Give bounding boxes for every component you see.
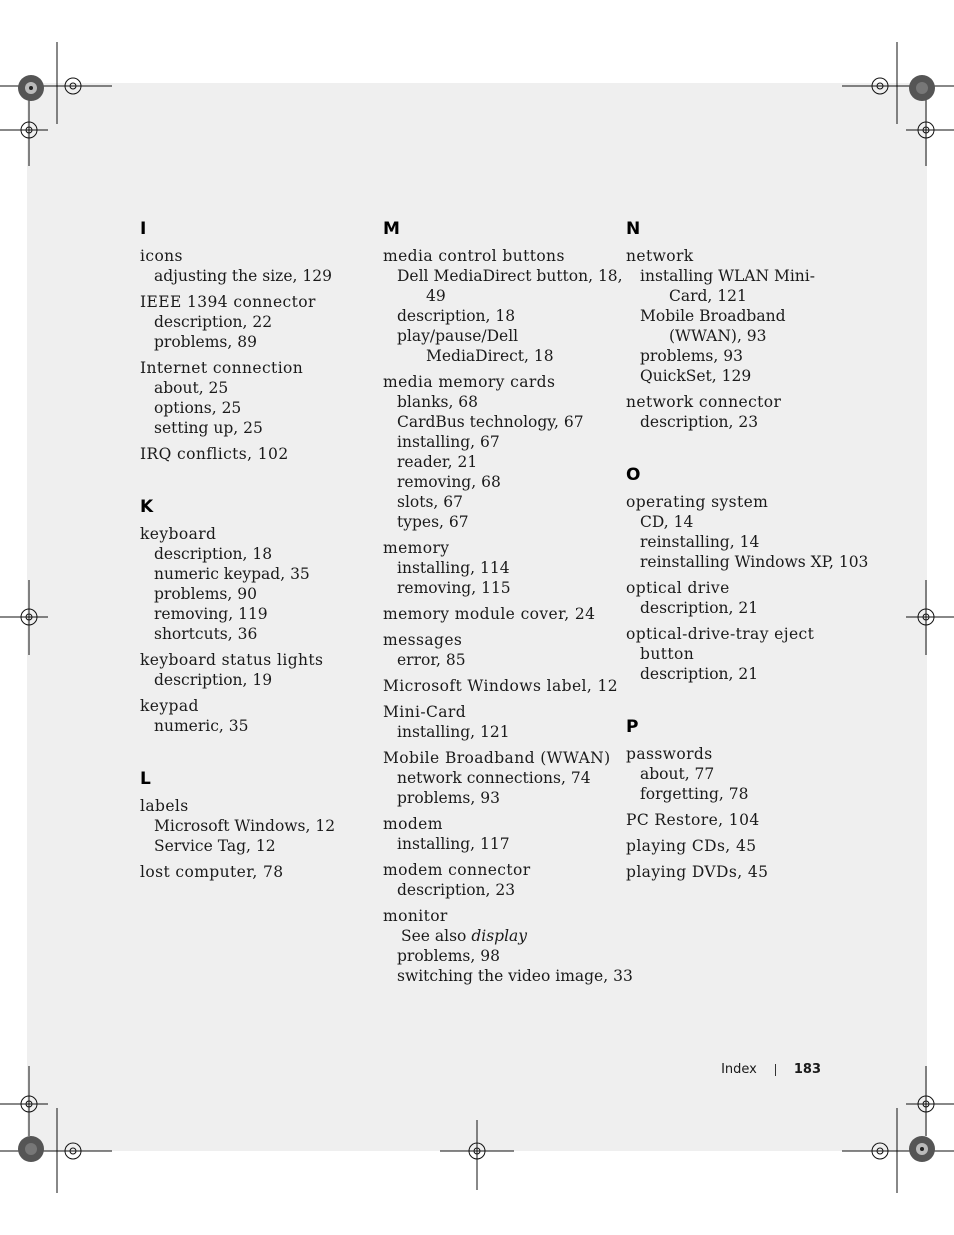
index-entry xyxy=(140,796,380,856)
index-subentry-continuation: 49 xyxy=(426,287,446,305)
index-subentry: removing, 68 xyxy=(397,473,501,491)
index-subentry: description, 23 xyxy=(397,881,516,899)
see-also-prefix: See also xyxy=(401,927,467,945)
index-subentry: Microsoft Windows, 12 xyxy=(154,817,336,835)
index-entry xyxy=(140,862,380,882)
index-section xyxy=(383,218,633,986)
index-entry xyxy=(383,906,633,986)
section-letter: L xyxy=(140,769,151,789)
index-term: media control buttons xyxy=(383,247,565,265)
index-entry xyxy=(140,444,380,464)
index-subentry: description, 21 xyxy=(640,665,759,683)
index-subentry: about, 77 xyxy=(640,765,715,783)
index-subentry: Dell MediaDirect button, 18, xyxy=(397,267,623,285)
index-term: Mini-Card xyxy=(383,703,467,721)
index-subentry: installing WLAN Mini- xyxy=(640,267,815,285)
index-subentry: description, 18 xyxy=(154,545,273,563)
index-entry xyxy=(383,604,623,624)
index-term: keyboard status lights xyxy=(140,651,324,669)
index-term: media memory cards xyxy=(383,373,556,391)
index-subentry: description, 21 xyxy=(640,599,759,617)
index-subentry: numeric keypad, 35 xyxy=(154,565,310,583)
index-entry xyxy=(626,836,866,856)
index-subentry: description, 23 xyxy=(640,413,759,431)
index-subentry: blanks, 68 xyxy=(397,393,479,411)
index-entry xyxy=(626,744,866,804)
index-subentry: reinstalling Windows XP, 103 xyxy=(640,553,869,571)
index-subentry: options, 25 xyxy=(154,399,242,417)
index-entry xyxy=(626,578,866,618)
index-term: PC Restore, 104 xyxy=(626,811,760,829)
index-term: optical-drive-tray eject xyxy=(626,625,815,643)
section-letter: N xyxy=(626,219,641,239)
index-subentry: problems, 93 xyxy=(397,789,500,807)
index-subentry: Service Tag, 12 xyxy=(154,837,276,855)
section-letter: P xyxy=(626,717,639,737)
index-subentry: reinstalling, 14 xyxy=(640,533,760,551)
page-number: 183 xyxy=(793,1062,821,1077)
index-term: network connector xyxy=(626,393,782,411)
index-term: keyboard xyxy=(140,525,217,543)
index-entry xyxy=(626,392,866,432)
index-subentry-continuation: (WWAN), 93 xyxy=(669,327,767,345)
index-subentry: installing, 67 xyxy=(397,433,500,451)
index-entry xyxy=(383,246,623,366)
index-term: labels xyxy=(140,797,189,815)
index-subentry: installing, 117 xyxy=(397,835,510,853)
index-entry xyxy=(626,624,866,684)
index-term: modem xyxy=(383,815,443,833)
index-entry xyxy=(383,372,623,532)
index-column-1 xyxy=(140,218,380,914)
index-term: keypad xyxy=(140,697,199,715)
index-term: memory xyxy=(383,539,450,557)
index-entry xyxy=(626,492,869,572)
index-term: Internet connection xyxy=(140,359,304,377)
index-subentry: CardBus technology, 67 xyxy=(397,413,584,431)
index-subentry: description, 22 xyxy=(154,313,273,331)
section-letter: I xyxy=(140,219,147,239)
index-subentry: problems, 98 xyxy=(397,947,500,965)
index-entry xyxy=(626,862,866,882)
index-subentry: description, 19 xyxy=(154,671,273,689)
index-term: messages xyxy=(383,631,463,649)
index-subentry: slots, 67 xyxy=(397,493,464,511)
index-section xyxy=(140,768,380,882)
index-subentry: setting up, 25 xyxy=(154,419,263,437)
index-term: Microsoft Windows label, 12 xyxy=(383,677,619,695)
see-also-term: display xyxy=(471,927,528,945)
index-entry xyxy=(140,650,380,690)
index-entry xyxy=(383,860,623,900)
index-entry xyxy=(383,814,623,854)
index-term: passwords xyxy=(626,745,713,763)
index-section xyxy=(140,496,380,736)
index-entry xyxy=(140,246,380,286)
index-subentry-continuation: MediaDirect, 18 xyxy=(426,347,554,365)
index-entry xyxy=(626,810,866,830)
section-letter: K xyxy=(140,497,154,517)
index-subentry: forgetting, 78 xyxy=(640,785,749,803)
index-subentry: removing, 115 xyxy=(397,579,511,597)
index-entry xyxy=(383,676,623,696)
index-subentry: network connections, 74 xyxy=(397,769,591,787)
index-term-continuation: button xyxy=(640,645,695,663)
index-term: modem connector xyxy=(383,861,531,879)
see-also-reference xyxy=(383,926,623,946)
index-subentry: CD, 14 xyxy=(640,513,694,531)
index-subentry: installing, 114 xyxy=(397,559,510,577)
index-subentry: problems, 90 xyxy=(154,585,257,603)
index-entry xyxy=(383,702,623,742)
index-term: optical drive xyxy=(626,579,730,597)
index-section xyxy=(140,218,380,464)
section-letter: O xyxy=(626,465,641,485)
index-subentry: about, 25 xyxy=(154,379,229,397)
index-term: lost computer, 78 xyxy=(140,863,284,881)
index-subentry: adjusting the size, 129 xyxy=(154,267,332,285)
index-subentry: description, 18 xyxy=(397,307,516,325)
index-term: network xyxy=(626,247,694,265)
index-term: IEEE 1394 connector xyxy=(140,293,316,311)
index-subentry: play/pause/Dell xyxy=(397,327,519,345)
index-subentry: types, 67 xyxy=(397,513,469,531)
index-section xyxy=(626,218,866,432)
index-term: operating system xyxy=(626,493,769,511)
index-subentry: reader, 21 xyxy=(397,453,478,471)
index-entry xyxy=(383,538,623,598)
footer-separator xyxy=(775,1064,776,1076)
index-subentry: shortcuts, 36 xyxy=(154,625,258,643)
index-entry xyxy=(383,630,623,670)
index-entry xyxy=(140,292,380,352)
index-term: playing DVDs, 45 xyxy=(626,863,769,881)
index-subentry: Mobile Broadband xyxy=(640,307,786,325)
index-entry xyxy=(383,748,623,808)
index-subentry: QuickSet, 129 xyxy=(640,367,752,385)
index-subentry: removing, 119 xyxy=(154,605,268,623)
index-column-3 xyxy=(626,218,869,914)
index-term: Mobile Broadband (WWAN) xyxy=(383,749,611,767)
index-entry xyxy=(140,696,380,736)
index-term: memory module cover, 24 xyxy=(383,605,596,623)
index-entry xyxy=(626,246,866,386)
index-term: icons xyxy=(140,247,183,265)
index-entry xyxy=(140,358,380,438)
section-letter: M xyxy=(383,219,400,239)
index-subentry-continuation: Card, 121 xyxy=(669,287,747,305)
page-footer xyxy=(721,1061,821,1079)
footer-section-label: Index xyxy=(721,1062,757,1077)
index-term: monitor xyxy=(383,907,448,925)
index-term: playing CDs, 45 xyxy=(626,837,757,855)
index-term: IRQ conflicts, 102 xyxy=(140,445,289,463)
index-entry xyxy=(140,524,380,644)
index-subentry: error, 85 xyxy=(397,651,466,669)
index-subentry: problems, 93 xyxy=(640,347,743,365)
index-subentry: numeric, 35 xyxy=(154,717,249,735)
index-section xyxy=(626,716,866,882)
index-section xyxy=(626,464,869,684)
index-subentry: switching the video image, 33 xyxy=(397,967,633,985)
index-column-2 xyxy=(383,218,633,1018)
index-subentry: problems, 89 xyxy=(154,333,257,351)
index-subentry: installing, 121 xyxy=(397,723,510,741)
